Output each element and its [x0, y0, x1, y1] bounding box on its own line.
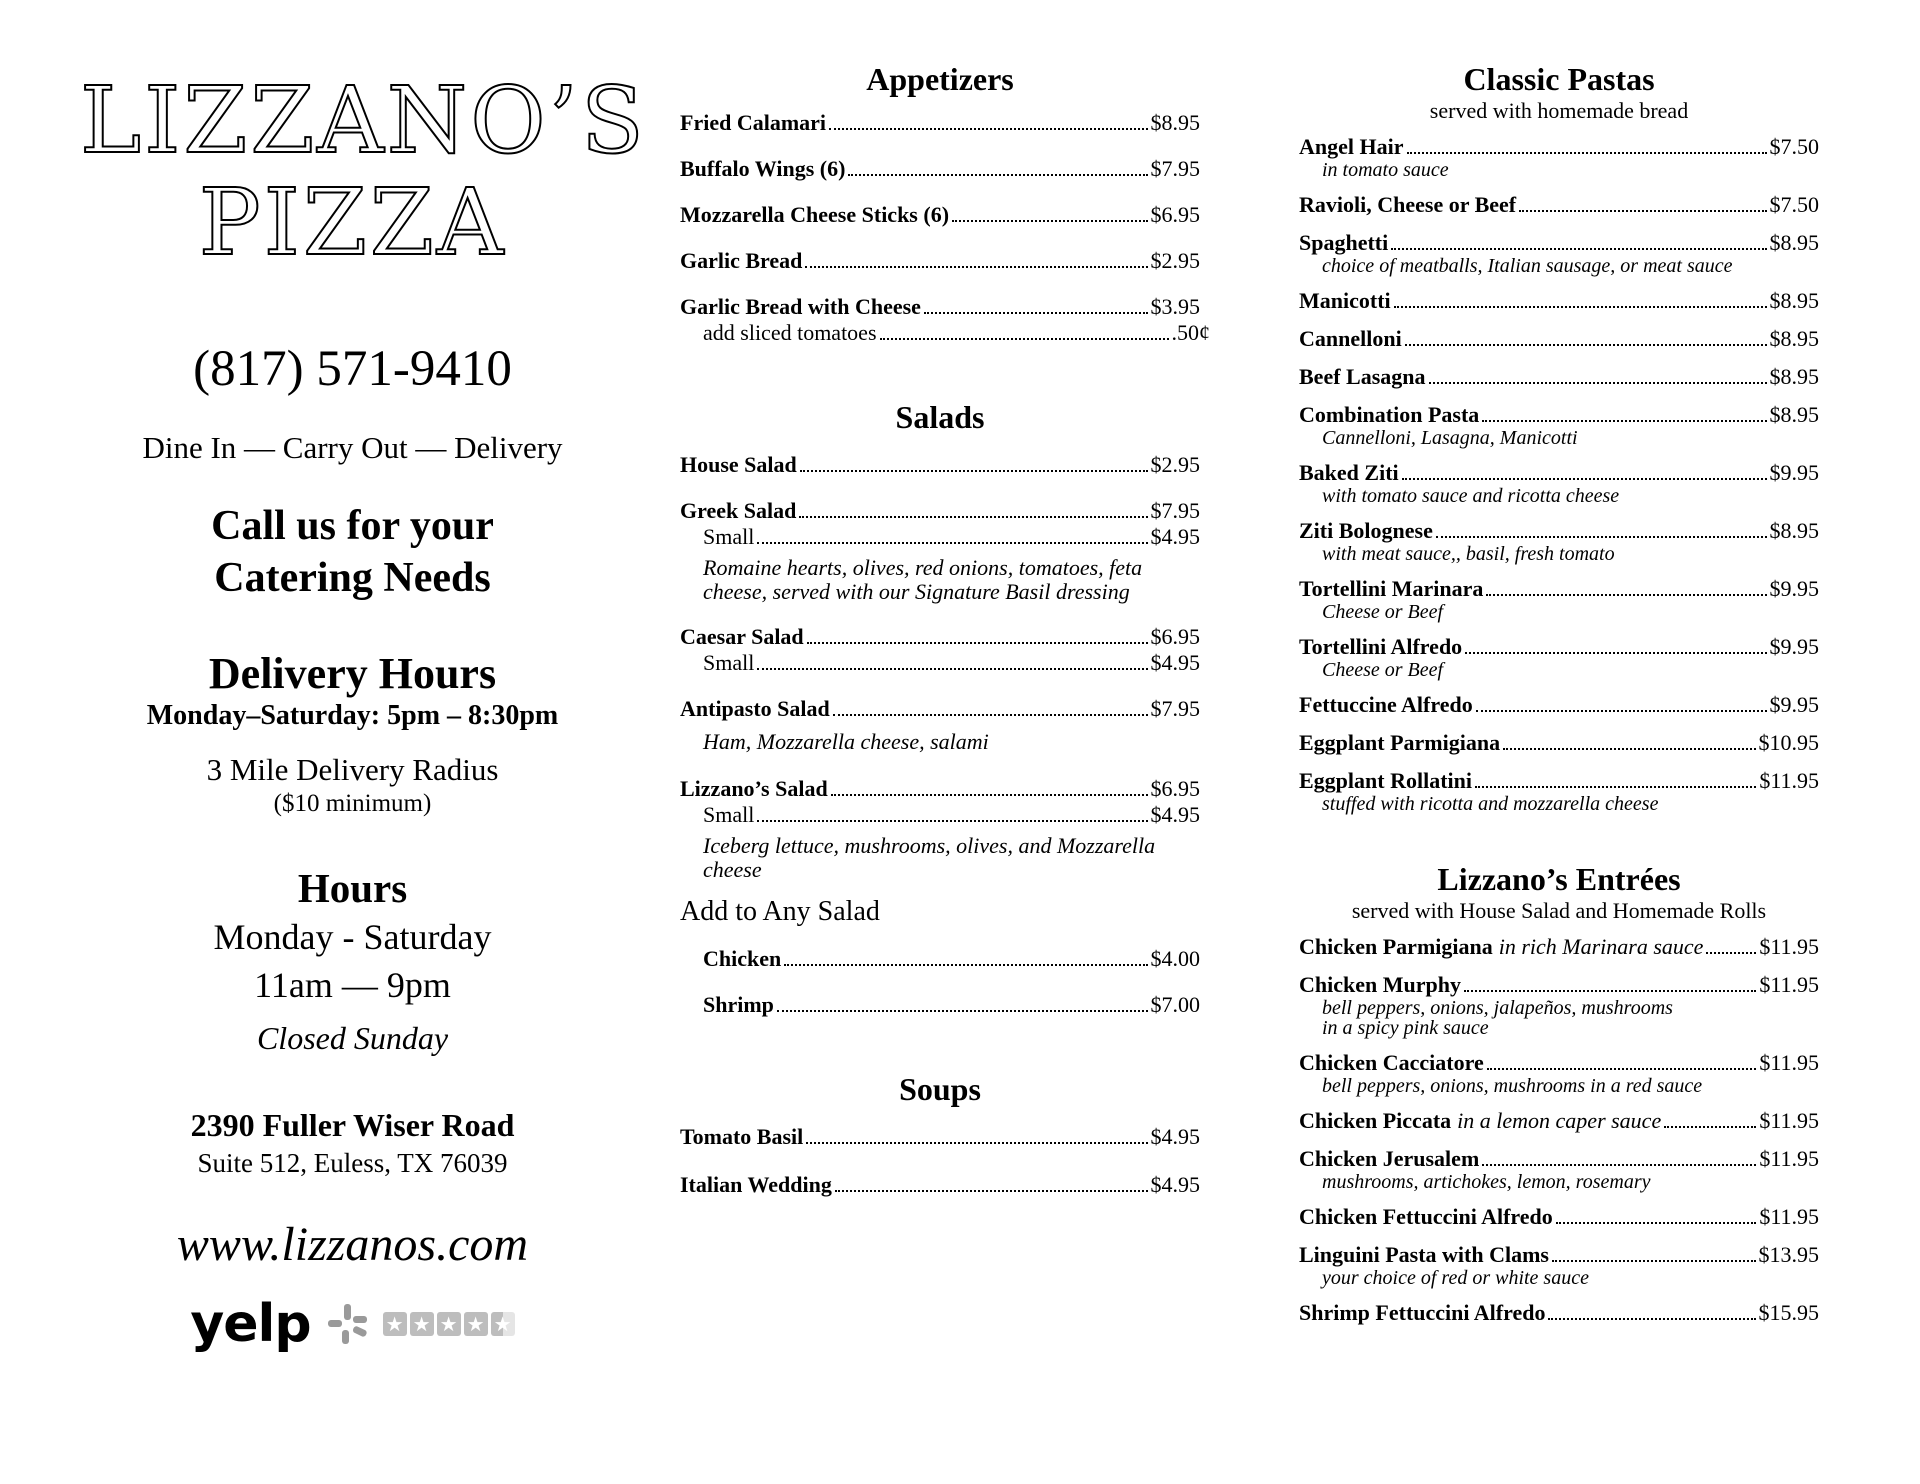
- item-name: Garlic Bread: [680, 248, 803, 273]
- delivery-hours-title: Delivery Hours: [208, 649, 497, 698]
- menu-item: [1299, 576, 1819, 602]
- yelp-burst-icon: [325, 1302, 369, 1346]
- item-price: $6.95: [1150, 776, 1200, 801]
- item-description: choice of meatballs, Italian sausage, or meat sauce: [1322, 255, 1733, 277]
- menu-item: [680, 624, 1200, 650]
- item-description: Romaine hearts, olives, red onions, tomatoes, feta cheese, served with our Signature Basil dressing: [703, 555, 1143, 604]
- menu-item: [1299, 692, 1819, 718]
- menu-item: [1299, 1242, 1819, 1268]
- soups-list: [680, 1124, 1200, 1198]
- catering-line-2: Catering Needs: [214, 555, 491, 601]
- item-description: Ham, Mozzarella cheese, salami: [703, 729, 989, 754]
- menu-item: [1299, 326, 1819, 352]
- item-price: $2.95: [1150, 452, 1200, 477]
- item-price: $7.50: [1769, 192, 1819, 217]
- info-column: [80, 67, 647, 1354]
- salads-list: [680, 452, 1200, 1018]
- menu-item: [680, 156, 1200, 182]
- star-icon: ★: [410, 1312, 434, 1336]
- menu-item: [1299, 634, 1819, 660]
- item-price: $4.95: [1150, 802, 1200, 827]
- item-price: $13.95: [1758, 1242, 1819, 1267]
- item-inline-note: in rich Marinara sauce: [1498, 934, 1704, 959]
- salads-title: Salads: [895, 399, 985, 435]
- menu-item: [680, 1172, 1200, 1198]
- item-price: $4.00: [1150, 946, 1200, 971]
- menu-item-small: [680, 802, 1200, 828]
- item-description: Cannelloni, Lasagna, Manicotti: [1322, 427, 1578, 449]
- item-price: $8.95: [1150, 110, 1200, 135]
- menu-item: [680, 498, 1200, 524]
- item-name: Chicken Fettuccini Alfredo: [1299, 1204, 1553, 1229]
- logo-line-2: PIZZA: [198, 169, 507, 276]
- item-name: Linguini Pasta with Clams: [1299, 1242, 1549, 1267]
- closed-day: Closed Sunday: [256, 1020, 449, 1056]
- restaurant-logo: [80, 67, 647, 276]
- item-price: $6.95: [1150, 624, 1200, 649]
- item-name: Caesar Salad: [680, 624, 804, 649]
- item-name: Cannelloni: [1299, 326, 1402, 351]
- item-price: $8.95: [1769, 326, 1819, 351]
- menu-item: [680, 452, 1200, 478]
- addon-price: .50¢: [1171, 320, 1210, 345]
- item-description: bell peppers, onions, jalapeños, mushrooms: [1322, 997, 1673, 1019]
- item-name: Chicken Piccata: [1299, 1108, 1452, 1133]
- menu-item: [1299, 288, 1819, 314]
- item-name: Antipasto Salad: [680, 696, 830, 721]
- entrees-subtitle: served with House Salad and Homemade Rolls: [1351, 898, 1767, 923]
- phone-number[interactable]: (817) 571-9410: [193, 341, 512, 397]
- menu-item: [1299, 364, 1819, 390]
- yelp-badge[interactable]: [80, 1294, 625, 1354]
- menu-item: [1299, 402, 1819, 428]
- menu-addon: [680, 320, 1210, 346]
- item-name: Angel Hair: [1299, 134, 1404, 159]
- menu-item: [1299, 1146, 1819, 1172]
- item-price: $2.95: [1150, 248, 1200, 273]
- delivery-minimum: ($10 minimum): [273, 790, 432, 817]
- yelp-rating-stars: [383, 1312, 515, 1336]
- item-name: Spaghetti: [1299, 230, 1389, 255]
- item-description: in tomato sauce: [1322, 159, 1449, 181]
- item-size: Small: [703, 802, 755, 827]
- star-icon: ★: [383, 1312, 407, 1336]
- item-name: Tortellini Alfredo: [1299, 634, 1463, 659]
- menu-item: [680, 248, 1200, 274]
- menu-item: [1299, 460, 1819, 486]
- menu-item: [680, 992, 1200, 1018]
- menu-item: [680, 946, 1200, 972]
- address-street: 2390 Fuller Wiser Road: [190, 1107, 515, 1143]
- item-price: $11.95: [1759, 934, 1819, 959]
- entrees-title: Lizzano’s Entrées: [1437, 861, 1681, 897]
- item-price: $8.95: [1769, 364, 1819, 389]
- delivery-hours-days: Monday–Saturday: 5pm – 8:30pm: [146, 700, 559, 731]
- item-price: $4.95: [1150, 524, 1200, 549]
- item-name: Chicken Jerusalem: [1299, 1146, 1480, 1171]
- hours-days: Monday - Saturday: [213, 917, 492, 957]
- item-price: $11.95: [1759, 1146, 1819, 1171]
- menu-item: [1299, 1204, 1819, 1230]
- item-price: $9.95: [1769, 692, 1819, 717]
- item-price: $11.95: [1759, 1050, 1819, 1075]
- item-description: in a spicy pink sauce: [1322, 1017, 1489, 1039]
- star-icon: ★: [464, 1312, 488, 1336]
- item-price: $9.95: [1769, 460, 1819, 485]
- item-name: Lizzano’s Salad: [680, 776, 828, 801]
- item-inline-note: in a lemon caper sauce: [1457, 1108, 1662, 1133]
- item-name: House Salad: [680, 452, 797, 477]
- item-price: $8.95: [1769, 230, 1819, 255]
- pastas-title: Classic Pastas: [1463, 61, 1655, 97]
- item-name: Buffalo Wings (6): [680, 156, 846, 181]
- item-name: Shrimp Fettuccini Alfredo: [1299, 1300, 1546, 1325]
- item-description: your choice of red or white sauce: [1322, 1267, 1589, 1289]
- menu-item: [1299, 230, 1819, 256]
- hours-title: Hours: [297, 865, 408, 911]
- menu-column-middle: [680, 60, 1210, 1198]
- catering-callout: [80, 500, 625, 604]
- item-name: Baked Ziti: [1299, 460, 1399, 485]
- menu-item: [680, 202, 1200, 228]
- services: Dine In — Carry Out — Delivery: [142, 430, 563, 465]
- item-price: $4.95: [1150, 650, 1200, 675]
- item-name: Chicken Parmigiana: [1299, 934, 1493, 959]
- item-price: $11.95: [1759, 1108, 1819, 1133]
- menu-item: [1299, 1050, 1819, 1076]
- item-size: Small: [703, 650, 755, 675]
- item-name: Tortellini Marinara: [1299, 576, 1484, 601]
- star-icon: ★: [437, 1312, 461, 1336]
- item-name: Mozzarella Cheese Sticks (6): [680, 202, 950, 227]
- item-name: Greek Salad: [680, 498, 797, 523]
- menu-item: [1299, 192, 1819, 218]
- item-name: Chicken: [703, 946, 782, 971]
- item-name: Ziti Bolognese: [1299, 518, 1433, 543]
- item-description: Cheese or Beef: [1322, 601, 1444, 623]
- menu-item: [1299, 1300, 1819, 1326]
- item-name: Chicken Murphy: [1299, 972, 1461, 997]
- item-name: Chicken Cacciatore: [1299, 1050, 1484, 1075]
- hours-time: 11am — 9pm: [254, 965, 451, 1005]
- appetizers-title: Appetizers: [866, 61, 1014, 97]
- item-description: stuffed with ricotta and mozzarella cheese: [1322, 793, 1659, 815]
- addon-name: add sliced tomatoes: [703, 320, 877, 345]
- item-price: $7.00: [1150, 992, 1200, 1017]
- menu-item-small: [680, 650, 1200, 676]
- item-size: Small: [703, 524, 755, 549]
- item-price: $4.95: [1150, 1172, 1200, 1197]
- item-name: Combination Pasta: [1299, 402, 1480, 427]
- item-name: Fried Calamari: [680, 110, 827, 135]
- item-name: Italian Wedding: [680, 1172, 832, 1197]
- menu-column-right: [1299, 60, 1819, 1326]
- item-price: $11.95: [1759, 768, 1819, 793]
- logo-line-1: LIZZANO’S: [80, 67, 647, 174]
- entrees-list: [1299, 934, 1819, 1326]
- menu-item: [1299, 972, 1819, 998]
- item-price: $7.95: [1150, 498, 1200, 523]
- appetizers-list: [680, 110, 1210, 346]
- item-price: $11.95: [1759, 972, 1819, 997]
- item-name: Ravioli, Cheese or Beef: [1299, 192, 1517, 217]
- menu-item: [1299, 768, 1819, 794]
- menu-item: [680, 294, 1200, 320]
- item-price: $10.95: [1758, 730, 1819, 755]
- item-price: $11.95: [1759, 1204, 1819, 1229]
- item-price: $4.95: [1150, 1124, 1200, 1149]
- item-price: $7.95: [1150, 696, 1200, 721]
- menu-item: [680, 1124, 1200, 1150]
- menu-item: [680, 776, 1200, 802]
- catering-line-1: Call us for your: [211, 503, 494, 549]
- soups-title: Soups: [899, 1071, 981, 1107]
- item-name: Eggplant Parmigiana: [1299, 730, 1501, 755]
- menu-item: [680, 696, 1200, 722]
- item-price: $6.95: [1150, 202, 1200, 227]
- item-name: Beef Lasagna: [1299, 364, 1426, 389]
- half-star-icon: ★: [491, 1312, 515, 1336]
- item-name: Tomato Basil: [680, 1124, 804, 1149]
- item-price: $7.50: [1769, 134, 1819, 159]
- item-name: Fettuccine Alfredo: [1299, 692, 1473, 717]
- item-description: Cheese or Beef: [1322, 659, 1444, 681]
- item-description: mushrooms, artichokes, lemon, rosemary: [1322, 1171, 1651, 1193]
- item-description: Iceberg lettuce, mushrooms, olives, and Mozzarella cheese: [703, 833, 1156, 882]
- address-suite: Suite 512, Euless, TX 76039: [197, 1148, 508, 1178]
- pastas-list: [1299, 134, 1819, 814]
- menu-item: [1299, 1108, 1819, 1134]
- item-price: $8.95: [1769, 518, 1819, 543]
- item-price: $7.95: [1150, 156, 1200, 181]
- item-price: $3.95: [1150, 294, 1200, 319]
- menu-item: [1299, 518, 1819, 544]
- item-name: Shrimp: [703, 992, 774, 1017]
- item-name: Eggplant Rollatini: [1299, 768, 1472, 793]
- item-description: with meat sauce,, basil, fresh tomato: [1322, 543, 1615, 565]
- menu-item: [1299, 134, 1819, 160]
- menu-item: [680, 110, 1200, 136]
- item-price: $8.95: [1769, 402, 1819, 427]
- menu-item-small: [680, 524, 1200, 550]
- item-price: $9.95: [1769, 576, 1819, 601]
- item-name: Garlic Bread with Cheese: [680, 294, 921, 319]
- menu-item: [1299, 934, 1819, 960]
- delivery-radius: 3 Mile Delivery Radius: [206, 752, 499, 787]
- item-price: $15.95: [1758, 1300, 1819, 1325]
- website-link[interactable]: www.lizzanos.com: [176, 1218, 529, 1271]
- item-name: Manicotti: [1299, 288, 1391, 313]
- item-description: bell peppers, onions, mushrooms in a red sauce: [1322, 1075, 1703, 1097]
- yelp-logo: yelp: [190, 1294, 311, 1354]
- item-price: $8.95: [1769, 288, 1819, 313]
- salad-addons-title: Add to Any Salad: [680, 896, 880, 927]
- pastas-subtitle: served with homemade bread: [1429, 98, 1689, 123]
- item-price: $9.95: [1769, 634, 1819, 659]
- item-description: with tomato sauce and ricotta cheese: [1322, 485, 1620, 507]
- menu-item: [1299, 730, 1819, 756]
